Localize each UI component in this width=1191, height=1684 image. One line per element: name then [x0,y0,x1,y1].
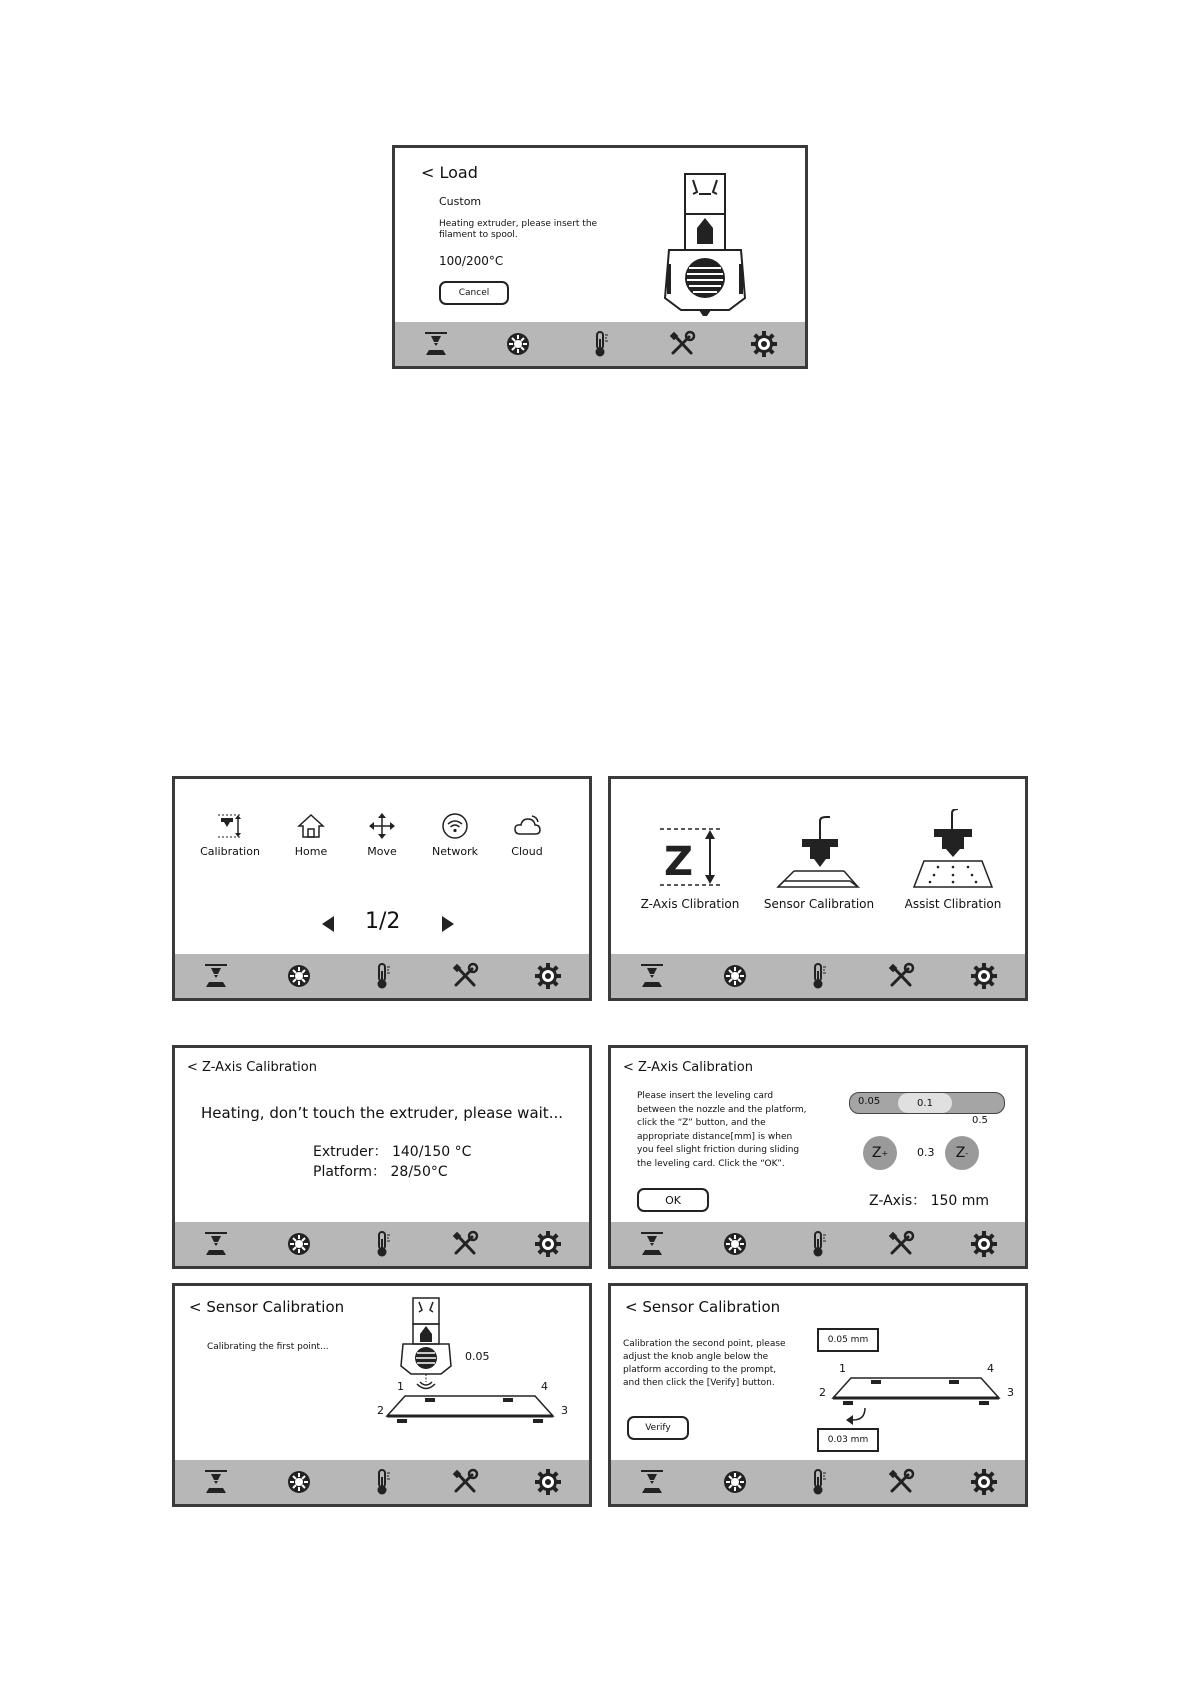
bottom-nav-bar [611,954,1025,998]
filament-spool-icon[interactable] [718,959,752,993]
gear-icon[interactable] [531,959,565,993]
subtitle: Custom [439,195,482,208]
corner-label-3: 3 [561,1404,568,1417]
back-button[interactable] [187,1060,317,1075]
back-button[interactable] [421,163,478,182]
corner-label-3: 3 [1007,1386,1014,1399]
corner-label-1: 1 [839,1362,846,1375]
menu-item-calibration[interactable] [190,811,270,858]
back-button[interactable] [623,1060,753,1075]
thermometer-icon[interactable] [801,1227,835,1261]
gear-icon[interactable] [967,959,1001,993]
extruder-label: Extruder： [313,1144,388,1160]
gear-icon[interactable] [747,327,781,361]
back-chevron-icon: < [189,1298,202,1316]
thermometer-icon[interactable] [801,959,835,993]
filament-spool-icon[interactable] [282,1227,316,1261]
z-axis-value: 150 mm [930,1193,990,1209]
z-axis-adjust-screen [608,1045,1028,1269]
back-chevron-icon: < [187,1060,198,1075]
z-axis-calibration-option[interactable] [635,809,745,911]
back-button[interactable] [625,1298,780,1316]
temperature-panel [313,1142,471,1182]
temperature-readout: 100/200°C [439,254,504,268]
corner-label-4: 4 [987,1362,994,1375]
platform-label: Platform： [313,1164,387,1180]
sensor-calibration-second-screen [608,1283,1028,1507]
assist-calibration-option[interactable] [891,809,1015,911]
corner-label-2: 2 [377,1404,384,1417]
bottom-nav-bar [611,1460,1025,1504]
sensor-reading: 0.05 [465,1350,490,1363]
extruder-illustration-icon [663,172,747,322]
option-label: Assist Clibration [904,897,1002,911]
page-title: Z-Axis Calibration [202,1060,317,1075]
svg-text:Z: Z [664,839,694,885]
back-chevron-icon: < [623,1060,634,1075]
page-title: Z-Axis Calibration [638,1060,753,1075]
print-icon[interactable] [199,1227,233,1261]
tools-icon[interactable] [665,327,699,361]
print-icon[interactable] [199,959,233,993]
thermometer-icon[interactable] [583,327,617,361]
menu-item-move[interactable] [342,811,422,858]
next-page-button[interactable] [440,915,456,937]
instructions: Please insert the leveling card between the nozzle and the platform, click the “Z” button, and the appropriate distance[mm] is when you feel slight friction during sliding the leveling card. Click the “OK”. [637,1091,807,1169]
menu-item-cloud[interactable] [487,811,567,858]
sensor-calibration-icon [774,809,864,889]
step-option-0.5[interactable]: 0.5 [972,1115,988,1126]
bottom-nav-bar [175,954,589,998]
menu-item-label: Network [432,845,478,858]
gear-icon[interactable] [531,1465,565,1499]
gear-icon[interactable] [531,1227,565,1261]
tools-icon[interactable] [884,959,918,993]
heating-message: Heating, don’t touch the extruder, please wait... [201,1104,563,1122]
bottom-nav-bar [175,1222,589,1266]
thermometer-icon[interactable] [365,959,399,993]
step-selector[interactable] [849,1092,1005,1114]
print-icon[interactable] [635,1227,669,1261]
print-icon[interactable] [635,1465,669,1499]
z-up-button[interactable]: Z + [863,1136,897,1170]
step-option-0.05[interactable]: 0.05 [858,1096,881,1107]
filament-spool-icon[interactable] [282,959,316,993]
print-icon[interactable] [635,959,669,993]
platform-value: 28/50°C [390,1164,448,1180]
step-option-0.1[interactable]: 0.1 [898,1093,952,1113]
z-axis-label: Z-Axis： [869,1193,927,1209]
thermometer-icon[interactable] [801,1465,835,1499]
filament-spool-icon[interactable] [282,1465,316,1499]
cancel-button[interactable]: Cancel [439,281,509,305]
sensor-calibration-first-screen [172,1283,592,1507]
corner-label-1: 1 [397,1380,404,1393]
back-button[interactable] [189,1298,344,1316]
sensor-calibration-option[interactable] [759,809,879,911]
tools-icon[interactable] [448,1227,482,1261]
option-label: Z-Axis Clibration [640,897,740,911]
bottom-nav-bar [175,1460,589,1504]
corner-label-2: 2 [819,1386,826,1399]
extruder-probe-icon [399,1296,455,1396]
calibration-menu-screen [608,776,1028,1001]
extruder-value: 140/150 °C [391,1144,472,1160]
heating-message: Heating extruder, please insert the filament to spool. [439,219,598,240]
platform-diagram-icon [385,1394,555,1434]
page-title: Load [439,163,478,182]
rotate-knob-icon [841,1404,869,1430]
home-icon [296,811,326,841]
load-screen [392,145,808,369]
bottom-nav-bar [611,1222,1025,1266]
tools-icon[interactable] [884,1227,918,1261]
ok-button[interactable]: OK [637,1188,709,1212]
print-icon[interactable] [419,327,453,361]
gear-icon[interactable] [967,1465,1001,1499]
page-title: Sensor Calibration [206,1298,345,1316]
z-axis-readout [869,1190,989,1210]
verify-button[interactable]: Verify [627,1416,689,1440]
filament-spool-icon[interactable] [501,327,535,361]
z-axis-calibration-icon [650,809,730,889]
calibration-icon [215,811,245,841]
page-indicator: 1/2 [365,909,401,934]
menu-item-network[interactable] [415,811,495,858]
assist-calibration-icon [908,809,998,889]
menu-item-label: Home [294,845,328,858]
triangle-left-icon [320,915,336,933]
move-arrows-icon [367,811,397,841]
menu-item-label: Move [367,845,397,858]
bottom-offset-value: 0.03 mm [817,1428,879,1452]
tools-icon[interactable] [448,1465,482,1499]
triangle-right-icon [440,915,456,933]
print-icon[interactable] [199,1465,233,1499]
corner-label-4: 4 [541,1380,548,1393]
top-offset-value: 0.05 mm [817,1328,879,1352]
filament-spool-icon[interactable] [718,1465,752,1499]
thermometer-icon[interactable] [365,1227,399,1261]
menu-item-home[interactable] [271,811,351,858]
back-chevron-icon: < [421,163,435,182]
page-title: Sensor Calibration [642,1298,781,1316]
option-label: Sensor Calibration [763,897,875,911]
menu-item-label: Calibration [200,845,260,858]
menu-item-label: Cloud [511,845,543,858]
z-value: 0.3 [917,1146,935,1159]
bottom-nav-bar [395,322,805,366]
gear-icon[interactable] [967,1227,1001,1261]
filament-spool-icon[interactable] [718,1227,752,1261]
thermometer-icon[interactable] [365,1465,399,1499]
prev-page-button[interactable] [320,915,336,937]
cloud-icon [512,811,542,841]
instructions: Calibration the second point, please adjust the knob angle below the platform according to the prompt, and then click the [Verify] button. [623,1339,786,1388]
tools-icon[interactable] [448,959,482,993]
z-axis-heating-screen [172,1045,592,1269]
z-down-button[interactable]: Z - [945,1136,979,1170]
wifi-icon [440,811,470,841]
calibrating-message: Calibrating the first point... [207,1342,329,1352]
back-chevron-icon: < [625,1298,638,1316]
tools-menu-screen [172,776,592,1001]
tools-icon[interactable] [884,1465,918,1499]
